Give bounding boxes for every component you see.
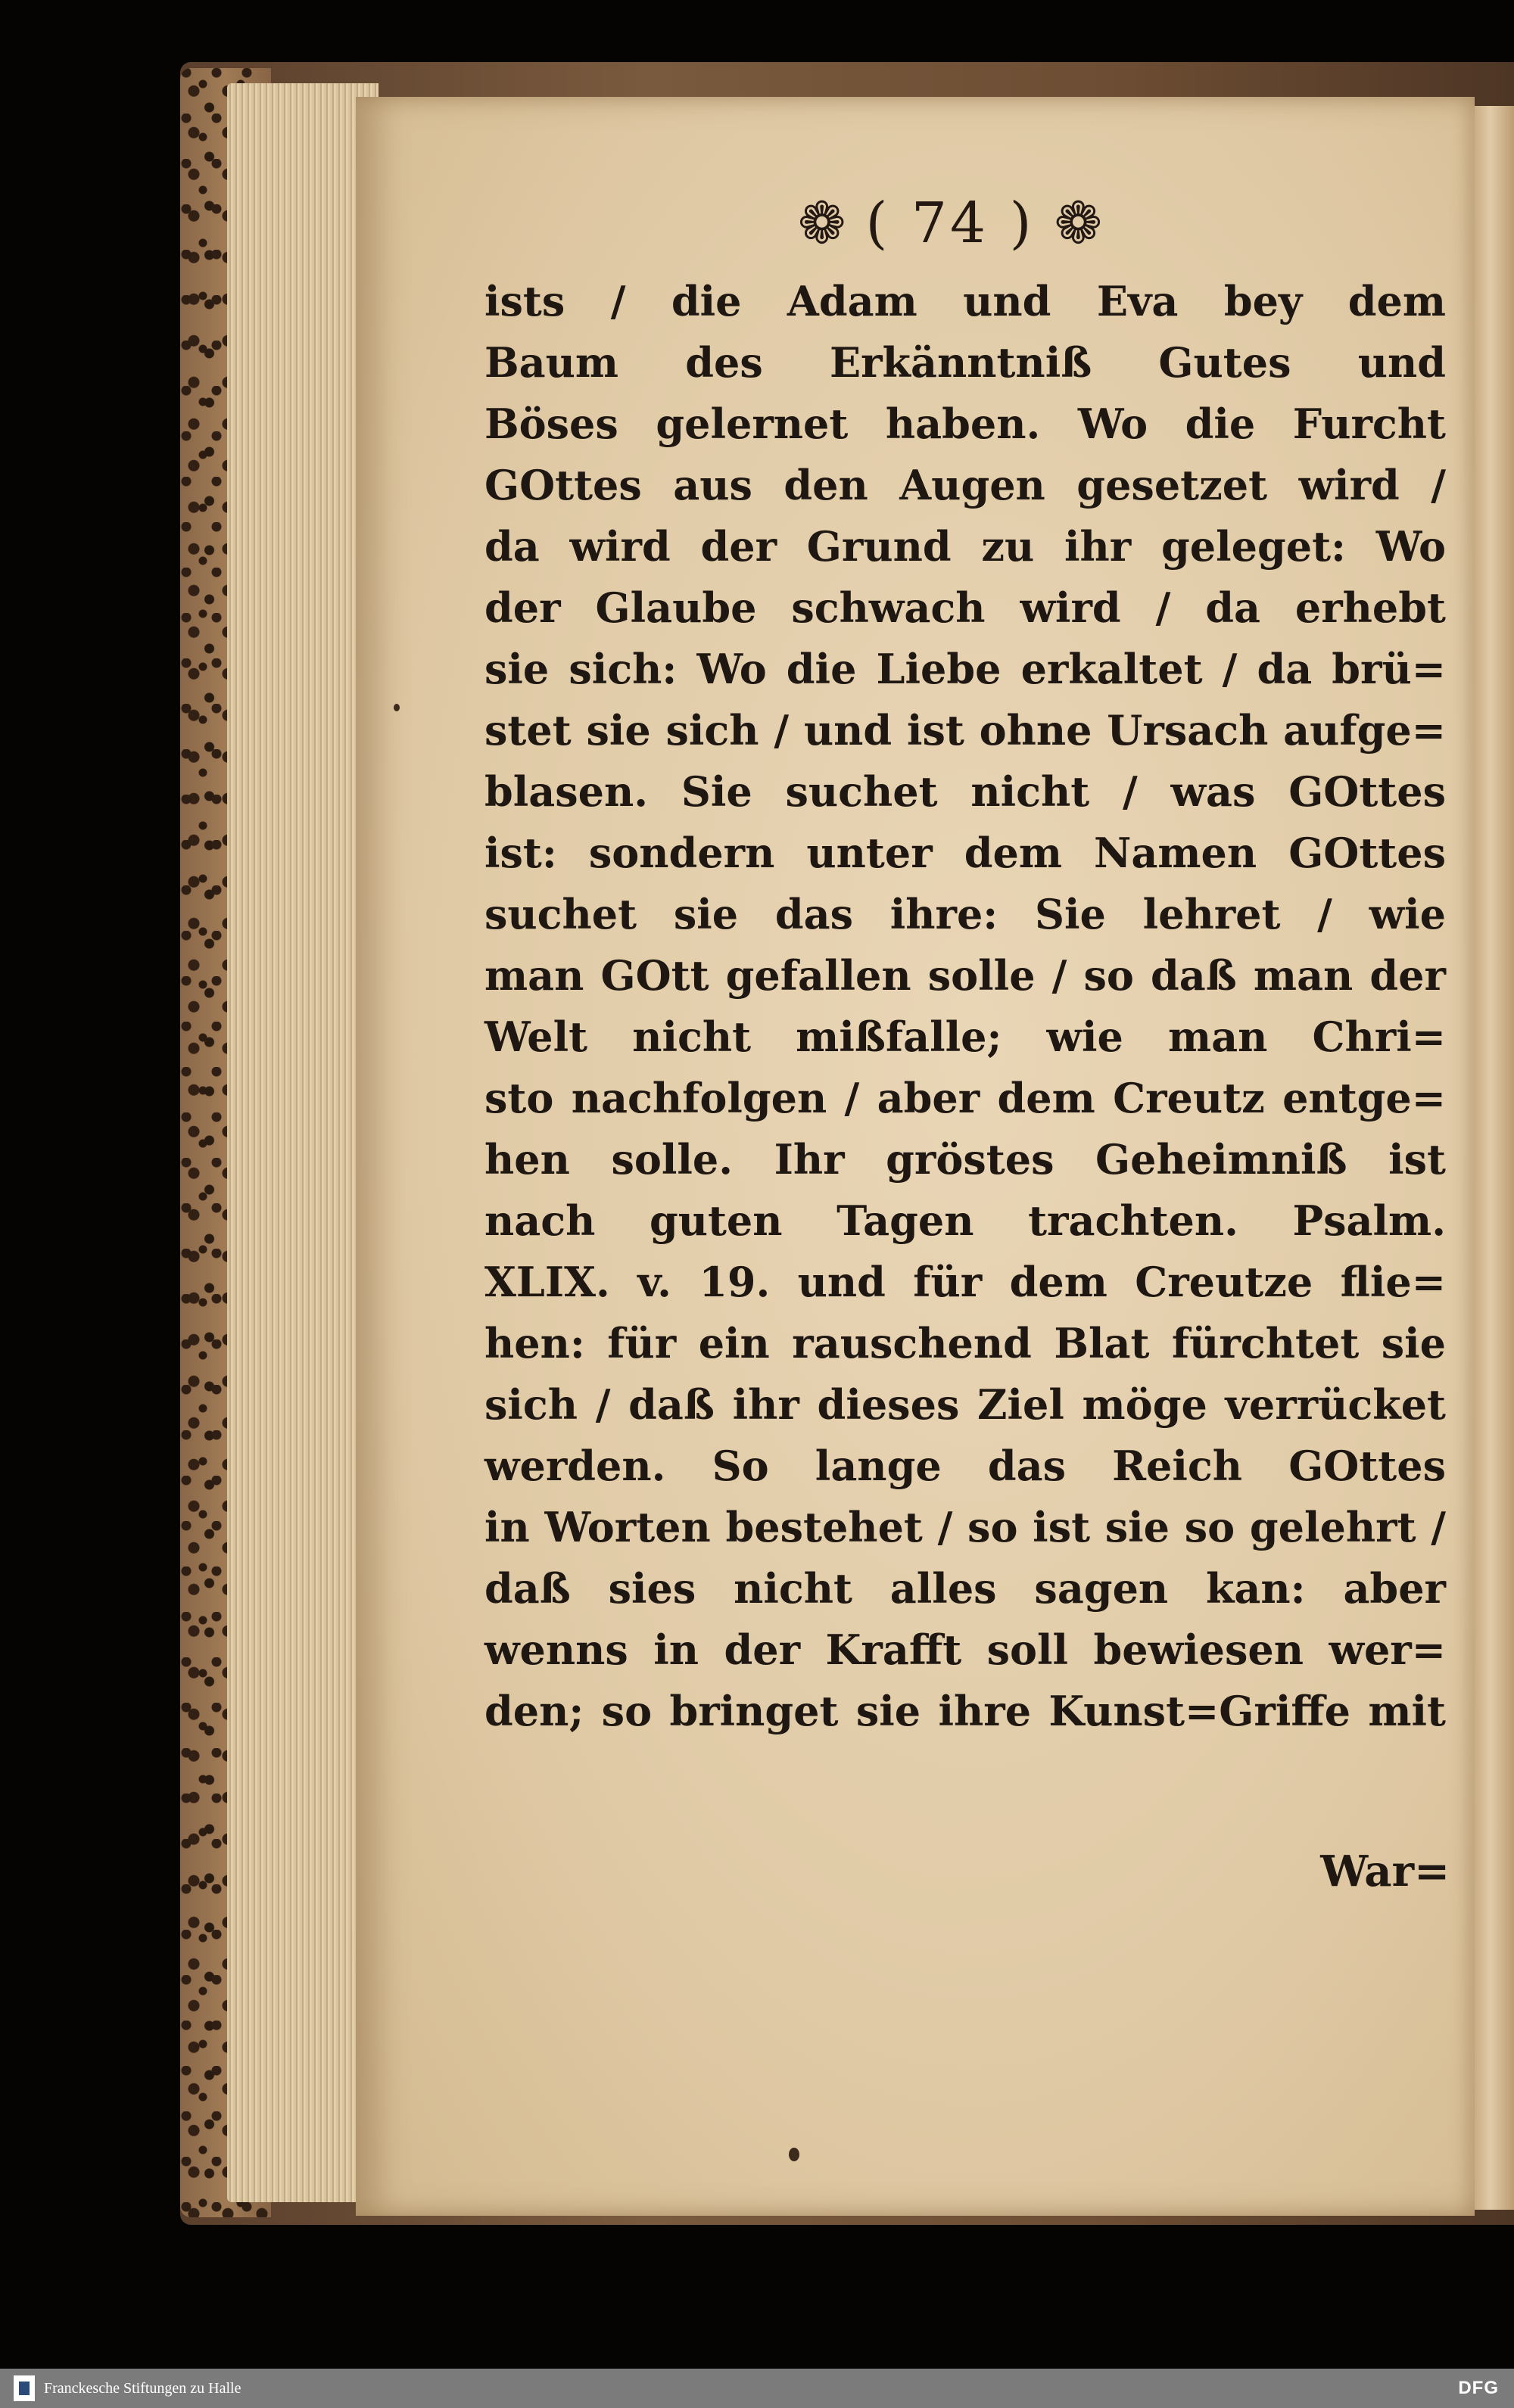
text-line: sich / daß ihr dieses Ziel möge verrücket	[484, 1380, 1446, 1429]
text-line: da wird der Grund zu ihr geleget: Wo	[484, 522, 1446, 571]
text-line: stet sie sich / und ist ohne Ursach aufge=	[484, 706, 1446, 754]
text-line: werden. So lange das Reich GOttes	[484, 1442, 1446, 1490]
text-line: sie sich: Wo die Liebe erkaltet / da brü=	[484, 645, 1446, 693]
text-line: man GOtt gefallen solle / so daß man der	[484, 951, 1446, 1000]
institution-name: Franckesche Stiftungen zu Halle	[44, 2379, 241, 2397]
text-line: der Glaube schwach wird / da erhebt	[484, 583, 1446, 632]
text-line: blasen. Sie suchet nicht / was GOttes	[484, 767, 1446, 816]
ink-spot	[789, 2148, 799, 2161]
text-line: ists / die Adam und Eva bey dem	[484, 277, 1446, 325]
text-line: Welt nicht mißfalle; wie man Chri=	[484, 1013, 1446, 1061]
text-line: XLIX. v. 19. und für dem Creutze flie=	[484, 1258, 1446, 1306]
flower-ornament-icon: ❁	[797, 189, 846, 257]
text-line: suchet sie das ihre: Sie lehret / wie	[484, 890, 1446, 938]
text-line: hen solle. Ihr gröstes Geheimniß ist	[484, 1135, 1446, 1184]
catchword: War=	[1320, 1846, 1450, 1896]
text-line: wenns in der Krafft soll bewiesen wer=	[484, 1626, 1446, 1674]
text-line: den; so bringet sie ihre Kunst=Griffe mit	[484, 1687, 1446, 1735]
flower-ornament-icon: ❁	[1054, 189, 1103, 257]
text-line: hen: für ein rauschend Blat fürchtet sie	[484, 1319, 1446, 1367]
page-number: ( 74 )	[865, 191, 1035, 256]
institution-logo-icon	[14, 2375, 35, 2401]
text-line: daß sies nicht alles sagen kan: aber	[484, 1564, 1446, 1613]
text-line: nach guten Tagen trachten. Psalm.	[484, 1196, 1446, 1245]
facing-page-edge	[1475, 106, 1514, 2210]
text-line: ist: sondern unter dem Namen GOttes	[484, 829, 1446, 877]
dfg-logo: DFG	[1458, 2378, 1499, 2398]
footer-institution	[0, 2375, 241, 2401]
ink-spot	[394, 704, 400, 711]
text-line: GOttes aus den Augen gesetzet wird /	[484, 461, 1446, 509]
page-header	[780, 182, 1120, 265]
body-text	[484, 271, 1446, 1742]
text-line: in Worten bestehet / so ist sie so gelehrt /	[484, 1503, 1446, 1551]
text-line: Böses gelernet haben. Wo die Furcht	[484, 400, 1446, 448]
viewer-footer-bar	[0, 2369, 1514, 2408]
text-line: sto nachfolgen / aber dem Creutz entge=	[484, 1074, 1446, 1122]
text-line: Baum des Erkänntniß Gutes und	[484, 338, 1446, 387]
